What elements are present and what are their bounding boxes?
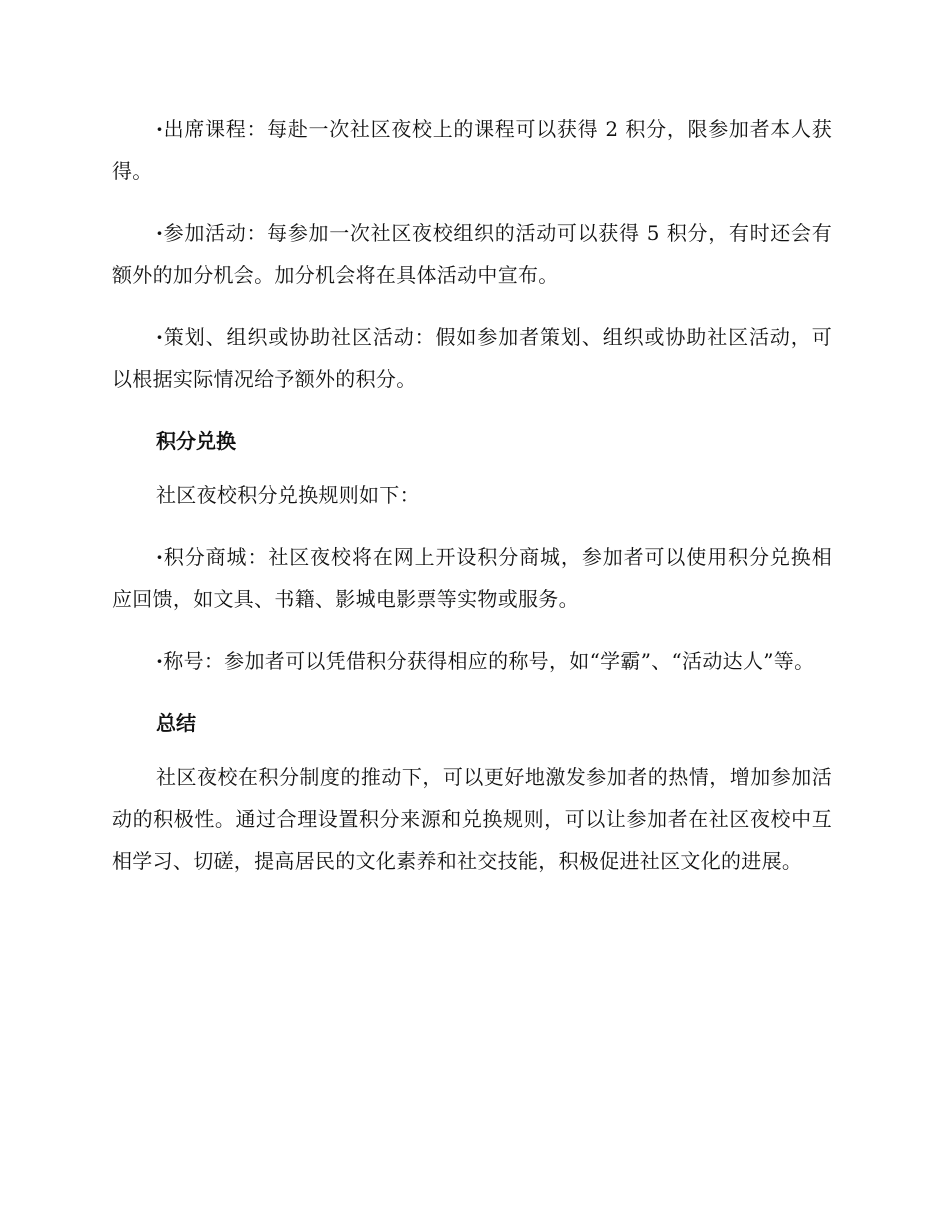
bullet-text: 出席课程：每赴一次社区夜校上的课程可以获得 2 积分，限参加者本人获得。 [112, 117, 832, 183]
bullet-marker: · [156, 325, 164, 349]
bullet-text: 积分商城：社区夜校将在网上开设积分商城，参加者可以使用积分兑换相应回馈，如文具、书籍、影城电影票等实物或服务。 [112, 545, 832, 611]
bullet-marker: · [156, 649, 164, 673]
redeem-intro: 社区夜校积分兑换规则如下： [156, 483, 420, 507]
bullet-item-organize-activity [112, 316, 832, 400]
document-page [112, 108, 832, 902]
bullet-item-join-activity [112, 212, 832, 296]
bullet-item-titles [112, 640, 832, 682]
bullet-text: 参加活动：每参加一次社区夜校组织的活动可以获得 5 积分，有时还会有额外的加分机会。加分机会将在具体活动中宣布。 [112, 221, 832, 287]
bullet-item-points-mall [112, 536, 832, 620]
bullet-item-attend-class [112, 108, 832, 192]
summary-body: 社区夜校在积分制度的推动下，可以更好地激发参加者的热情，增加参加活动的积极性。通过合理设置积分来源和兑换规则，可以让参加者在社区夜校中互相学习、切磋，提高居民的文化素养和社交技能，积极促进社区文化的进展。 [112, 765, 832, 873]
bullet-text: 称号：参加者可以凭借积分获得相应的称号，如“学霸”、“活动达人”等。 [163, 649, 815, 673]
bullet-marker: · [156, 117, 164, 141]
bullet-marker: · [156, 545, 164, 569]
section-heading-redeem: 积分兑换 [156, 429, 236, 453]
section-heading-summary: 总结 [156, 711, 196, 735]
bullet-marker: · [156, 221, 164, 245]
bullet-text: 策划、组织或协助社区活动：假如参加者策划、组织或协助社区活动，可以根据实际情况给予额外的积分。 [112, 325, 832, 391]
